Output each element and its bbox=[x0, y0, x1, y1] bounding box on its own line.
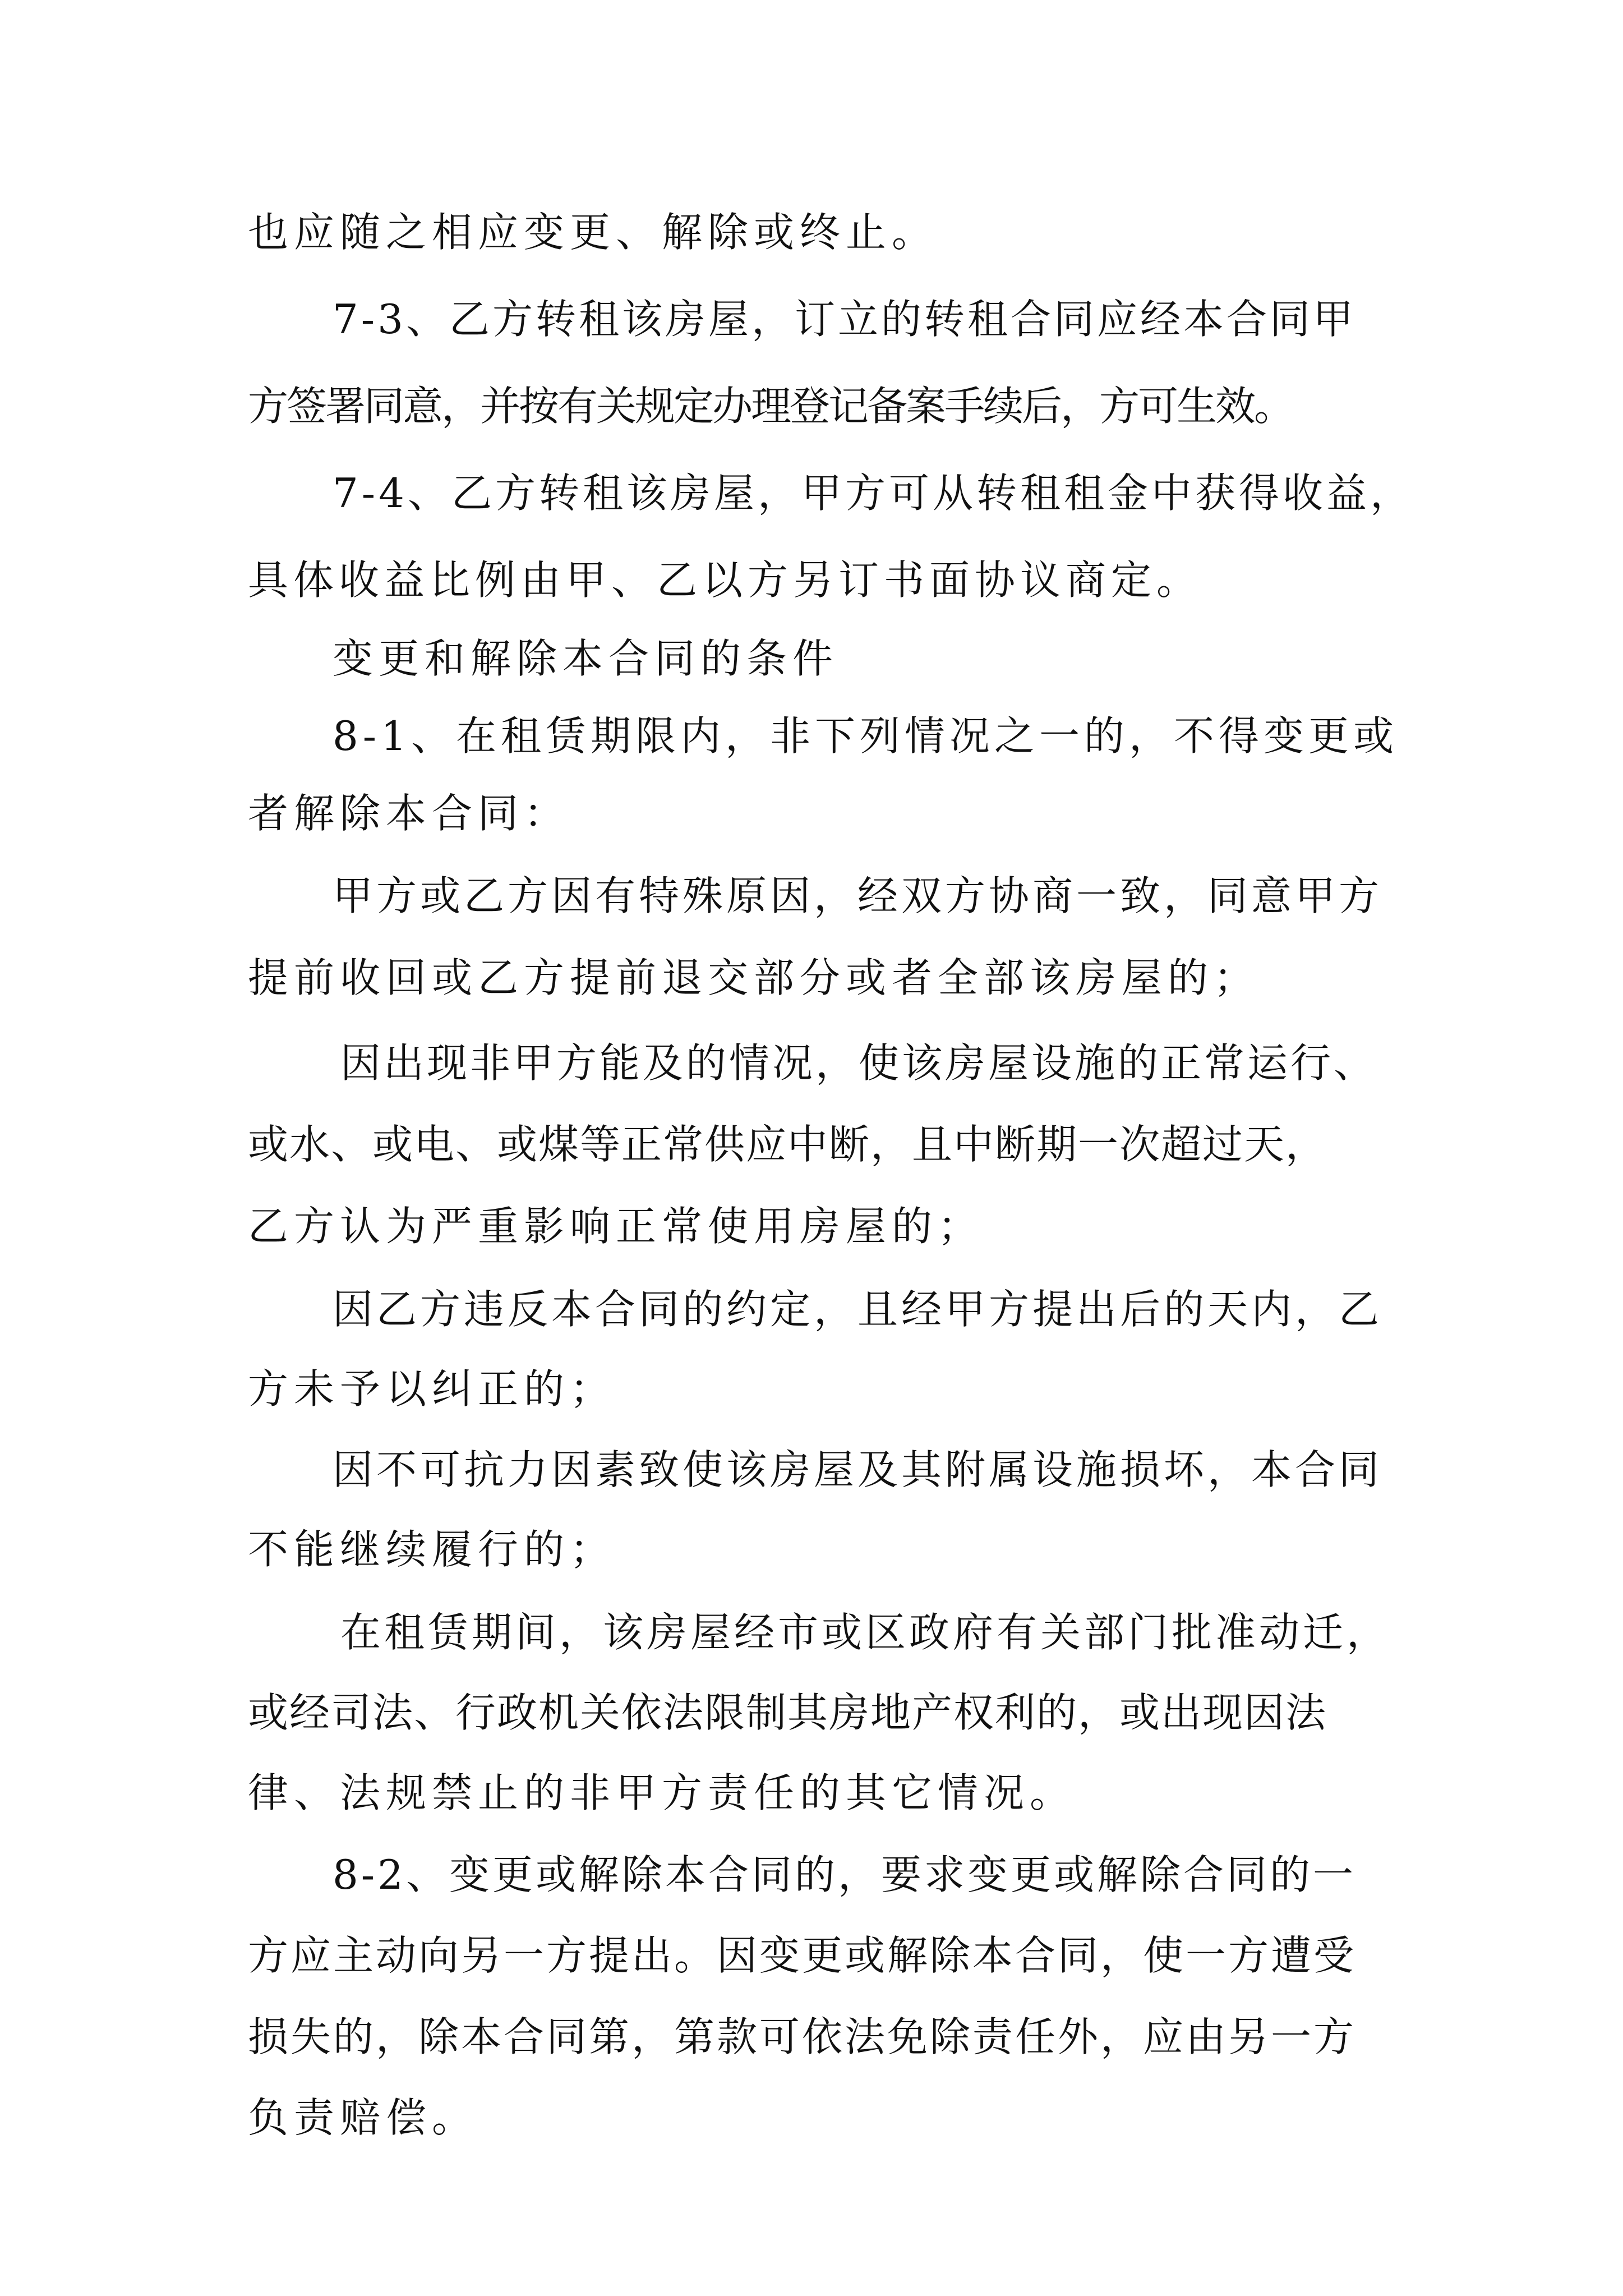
text-line: 具体收益比例由甲、乙以方另订书面协议商定。 bbox=[248, 556, 1202, 604]
text-line: 或水、或电、或煤等正常供应中断，且中断期一次超过天， bbox=[248, 1121, 1327, 1168]
text-line: 在租赁期间，该房屋经市或区政府有关部门批准动迁， bbox=[340, 1609, 1391, 1656]
text-line: 者解除本合同： bbox=[248, 790, 570, 837]
text-line: 乙方认为严重影响正常使用房屋的； bbox=[248, 1203, 984, 1250]
text-line: 律、法规禁止的非甲方责任的其它情况。 bbox=[248, 1769, 1076, 1816]
text-line: 因乙方违反本合同的约定，且经甲方提出后的天内，乙 bbox=[333, 1286, 1383, 1333]
text-line: 不能继续履行的； bbox=[248, 1526, 616, 1573]
text-line: 方应主动向另一方提出。因变更或解除本合同，使一方遭受 bbox=[248, 1932, 1357, 1979]
text-line: 因出现非甲方能及的情况，使该房屋设施的正常运行、 bbox=[340, 1039, 1377, 1087]
text-line: 甲方或乙方因有特殊原因，经双方协商一致，同意甲方 bbox=[333, 872, 1383, 919]
text-line: 或经司法、行政机关依法限制其房地产权利的，或出现因法 bbox=[248, 1689, 1327, 1736]
text-line: 8-2、变更或解除本合同的，要求变更或解除合同的一 bbox=[333, 1851, 1356, 1898]
text-line: 7-3、乙方转租该房屋，订立的转租合同应经本合同甲 bbox=[333, 296, 1356, 343]
text-line: 8-1、在租赁期限内，非下列情况之一的，不得变更或 bbox=[333, 712, 1398, 760]
text-line: 因不可抗力因素致使该房屋及其附属设施损坏，本合同 bbox=[333, 1446, 1383, 1493]
text-line: 损失的，除本合同第，第款可依法免除责任外，应由另一方 bbox=[248, 2013, 1357, 2060]
text-line: 也应随之相应变更、解除或终止。 bbox=[248, 209, 938, 256]
text-line: 提前收回或乙方提前退交部分或者全部该房屋的； bbox=[248, 954, 1260, 1001]
text-line: 负责赔偿。 bbox=[248, 2094, 478, 2141]
section-heading: 变更和解除本合同的条件 bbox=[333, 635, 839, 682]
text-line: 方未予以纠正的； bbox=[248, 1365, 616, 1412]
text-line: 方签署同意，并按有关规定办理登记备案手续后，方可生效。 bbox=[248, 383, 1293, 430]
text-line: 7-4、乙方转租该房屋，甲方可从转租租金中获得收益， bbox=[333, 470, 1414, 517]
